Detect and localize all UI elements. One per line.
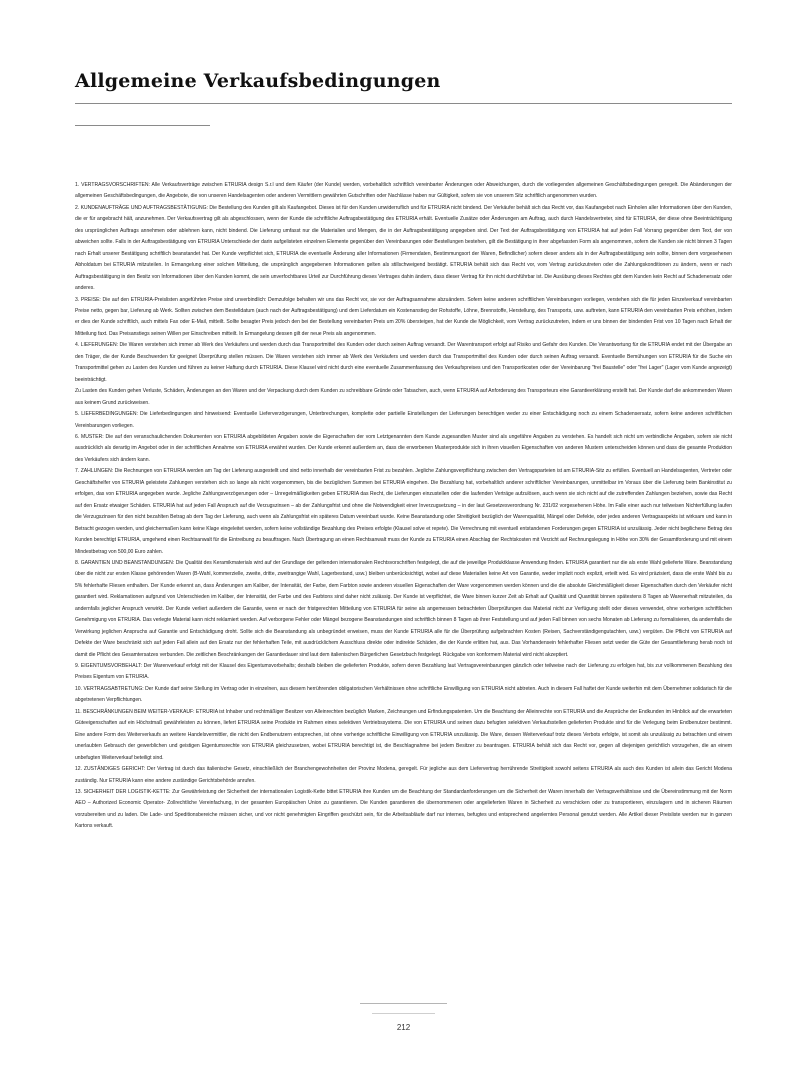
paragraph-2: 2. KUNDENAUFTRÄGE UND AUFTRAGSBESTÄTIGUNG: Die Bestellung des Kunden gilt als Kaufangebot. Dieses ist für den Kunden unwiderruflich und für ETRURIA nicht bindend. Der Verkäufer behält sich das Recht vor, das Kaufangebot nach Einholen aller Informationen über den Kunden, die er für angebracht hält, anzunehmen. Der Verkaufsvertrag gilt als abgeschlossen, wenn der Kunde die schriftliche Auftragsbestätigung des ETRURIA erhält. Eventuelle Zusätze oder Änderungen am Auftrag, auch durch Handelsvertreter, sind für ETRURIA, der diese ohne Beeinträchtigung des ursprünglichen Auftrags annehmen oder ablehnen kann, nicht bindend. Die Lieferung umfasst nur die Materialien und Mengen, die in der Auftragsbestätigung angegeben sind. Der Text der Auftragsbestätigung von ETRURIA hat auf jeden Fall Vorrang gegenüber dem Text, der von abweichen sollte. Falls in der Auftragsbestätigung von ETRURIA Unterschiede der darin aufgelisteten einzelnen Elemente gegenüber den Vereinbarungen oder Bestellungen bestehen, gilt die Bestätigung in ihrer abgefassten Form als angenommen, sofern die Kunden sie nicht binnen 3 Tagen nach Erhalt unserer Bestätigung schriftlich beanstandet hat. Der Kunde verpflichtet sich, ETRURIA die eventuelle Änderung aller Informationen (Firmendaten, Bestimmungsort der Waren, Befindlicher) sofern dieser anders als in der Auftragsbestätigung sein sollte, binnen dem vorgesehenen Abholdatum bei ETRURIA mitzuteilen. In Ermangelung einer solchen Mitteilung, die ursprünglich angegebenen Informationen gelten als stillschweigend bestätigt. ETRURIA behält sich das Recht vor, vom Vertrag zurückzutreten oder die Zahlungskonditionen zu ändern, wenn er nach Auftragsbestätigung in den Besitz von Informationen über den Kunden kommt, die sein unverfochtbares Urteil zur Durchführung dieses Vertrages dahin ändern, dass dieser Vertrag für ihn nicht durchführbar ist. Die Ausübung dieses Rechtes gibt dem Kunden kein Recht auf Schadenersatz oder anderes. — [75, 204, 732, 292]
paragraph-8: 8. GARANTIEN UND BEANSTANDUNGEN: Die Qualität des Keramikmaterials wird auf der Grundlage der geltenden internationalen Rechtsvorschriften festgelegt, die auf die jeweilige Produktklasse Anwendung finden. ETRURIA garantiert nur die als erste Wahl gelieferte Ware. Beanstandung über die nicht zur ersten Klasse gehörenden Waren (B-Wahl, kommerzielle, zweite, dritte, zweitrangige Wahl, Lagerbestand, usw.) bleiben unberücksichtigt, wobei auf diese Materialien keine Art von Garantie, weder implizit noch explizit, erteilt wird. Es wird präzisiert, dass die erste Wahl bis zu 5% fehlerhafte Fliesen enthalten. Der Kunde erkennt an, dass Änderungen am Kaliber, der Intensität, der Farbe, dem Farbton sowie anderen visuellen Eigenschaften der Ware vorgenommen werden können und die die absolute Gleichmäßigkeit dieser Eigenschaften durch den Verkäufer nicht garantiert wird. Reklamationen aufgrund von Unterschieden im Kaliber, der Intensität, der Farbe und des Farbtons sind daher nicht zulässig. Der Kunde ist verpflichtet, die Ware binnen kurzer Zeit ab Erhalt auf Qualität und Quantität binnen spätestens 8 Tagen ab Warenerhalt mitzuteilen, da andernfalls jeglicher Anspruch verwirkt. Der Kunde verliert außerdem die Garantie, wenn er nach der fristgerechten Mitteilung von ETRURIA für seine als angemessen betrachteten Überprüfungen das Material nicht zur Verfügung stellt oder dieses verwendet, ohne vorherigen schriftlichen Genehmigung von ETRURIA. Das verlegte Material kann nicht reklamiert werden. Auf verborgene Fehler oder Mängel bezogene Beanstandungen sind schriftlich binnen 8 Tagen ab ihrer Feststellung und auf jeden Fall binnen von sechs Monaten ab Lieferung zu formalisieren, da andernfalls die Verwirkung jeglichen Anspruchs auf Garantie und Entschädigung droht. Sollte sich die Beanstandung als unbegründet erweisen, muss der Kunde ETRURIA alle für die Überprüfung aufgebrachten Kosten (Reisen, Sachverständigengutachten, usw.) vergüten. Die Pflicht von ETRURIA auf Defekte der Ware beschränkt sich auf jeden Fall allein auf den Ersatz nur der fehlerhaften Teile, mit ausdrücklichem Ausschluss direkte oder indirekte Schäden, die der Kunde erlitten hat, aus. Das Vorhandensein fehlerhafter Fliesen setzt weder die Güte der Gesamtlieferung herab noch ist damit die Pflicht des Gesamtersatzes verbunden. Die zeitlichen Beschränkungen der Garantiedauer sind laut dem italienischen Bürgerlichen Gesetzbuch festgelegt. Rückgabe von konformem Material wird nicht akzeptiert. — [75, 559, 732, 658]
page-title: Allgemeine Verkaufsbedingungen — [75, 70, 441, 92]
paragraph-12: 12. ZUSTÄNDIGES GERICHT: Der Vertrag ist durch das italienische Gesetz, einschließlich der Branchengewohnheiten der Provinz Modena, geregelt. Für jegliche aus dem Liefervertrag herrührende Streitigkeit sowohl seitens ETRURIA als auch des Kunden ist allein das Gericht Modena zuständig. Nur ETRURIA kann eine andere zuständige Gerichtsbehörde anrufen. — [75, 766, 732, 784]
paragraph-7: 7. ZAHLUNGEN: Die Rechnungen von ETRURIA werden am Tag der Lieferung ausgestellt und sind netto innerhalb der vereinbarten Frist zu bezahlen. Jegliche Zahlungsverpflichtung zwischen den Vertragsparteien ist am ETRURIA-Sitz zu erfüllen. Eventuell an Handelsagenten, Vertreter oder Geschäftshelfer von ETRURIA geleistete Zahlungen verstehen sich so lange als nicht vorgenommen, bis die bezüglichen Summen bei ETRURIA eingehen. Die Bezahlung hat, vorbehaltlich anderer schriftlicher Vereinbarungen, unmittelbar im Voraus über die Lieferung beim Bankinstitut zu erfolgen, das von ETRURIA angegeben wurde. Jegliche Zahlungsverzögerungen oder – Unregelmäßigkeiten geben ETRURIA das Recht, die Lieferungen einzustellen oder die laufenden Verträge aufzulösen, auch wenn sie sich nicht auf die zutreffenden Zahlungen beziehen, sowie das Recht auf den Ersatz etwaiger Schäden. ETRURIA hat auf jeden Fall Anspruch auf die Verzugszinsen – ab der Zahlungsfrist und ohne die Notwendigkeit einer Inverzugsetzung – in der laut Gesetzesverordnung Nr. 231/02 vorgesehenen Höhe. Im Falle einer auch nur teilweisen Nichterfüllung laufen die Verzugszinsen für den nicht bezahlten Betrag ab dem Tag der Lieferung, auch wenn als Zahlungsfrist ein späteres Datum vereinbart wurde. Keine Beanstandung oder Streitigkeit bezüglich der Warenqualität, Mängel oder Defekte, oder jedes anderen Vertragsaspekts ist wirksam und kann in Betracht gezogen werden, und gleichermaßen kann keine Klage eingeleitet werden, sofern keine vollständige Bezahlung des Preises erfolgte (Klausel solve et repete). Die Verrechnung mit eventuell entstandenen Forderungen gegen ETRURIA ist unzulässig. Jeder nicht begilichene Betrag des Kunden berechtigt ETRURIA, umgehend einen Rechtsanwalt für die Eintreibung zu beauftragen. Nach Übertragung an einen Rechtsanwalt muss der Kunde zu ETRURIA einen Abschlag der Rechtskosten mit Verzicht auf Rechnungslegung in Höhe von 30% der Gesamtforderung und mit einem Mindestbetrag von 500,00 Euro zahlen. — [75, 468, 732, 555]
paragraph-11: 11. BESCHRÄNKUNGEN BEIM WEITER-VERKAUF: ETRURIA ist Inhaber und rechtmäßiger Besitzer von Alleinrechten bezüglich Marken, Zeichnungen und Erfindungspatenten. Um die Beachtung der Alleinrechte von ETRURIA und die Ansprüche der Endkunden im Hinblick auf die erwarteten Güteeigenschaften auf ein Höchstmaß gewährleisten zu können, liefert ETRURIA seine Produkte im Rahmen eines selektiven Vertriebssystems. Die von ETRURIA und seinen dazu befugten selektiven Verkaufsstellen gelieferten Produkte sind für die Verlegung beim Endbenutzer bestimmt. Eine andere Form des Weiterverkaufs an weitere Handelsvermittler, die nicht den Endbenutzern entsprechen, ist ohne vorherige schriftliche Einwilligung von ETRURIA unzulässig. Die Ware, dessen Weiterverkauf trotz dieses Verbots erfolgte, ist somit als unzulässig zu betrachten und einem unerlaubten Gebrauch der gewerblichen und geistigen Eigentumsrechte von ETRURIA gleichzusetzen, wobei ETRURIA berechtigt ist, die Beschlagnahme bei jedem Besitzer zu beantragen. ETRURIA behält sich das Recht vor, gegen all diejenigen gerichtlich vorzugehen, die an einem unbefugten Weiterverkauf beteiligt sind. — [75, 708, 732, 761]
paragraph-4: 4. LIEFERUNGEN: Die Waren verstehen sich immer ab Werk des Verkäufers und werden durch das Transportmittel des Kunden oder durch seinen Auftrag versandt. Der Warentransport erfolgt auf Risiko und Gefahr des Kunden. Die Verantwortung für die ETRURIA endet mit der Übergabe an den Träger, die der Kunde Beschwerden für geeignet Überprüfung stellen müssen. Die Waren verstehen sich immer ab Werk des Verkäufers und werden durch das Transportmittel des Kunden oder durch seinen Auftrag versandt. Eventuelle Bemühungen von ETRURIA für die Suche ein Transportmittel gehen zu Lasten des Kunden und führen zu keiner Haftung durch ETRURIA. Diese Klausel wird nicht durch eine eventuelle Zusammenfassung des Verkaufspreises und den Transportkosten oder der Vereinbarung "frei Baustelle" oder "frei Lager" (Lager vom Kunde angezeigt) beeinträchtigt. — [75, 342, 732, 383]
footer-rule-top — [360, 1003, 447, 1004]
page-number: 212 — [396, 1023, 411, 1032]
paragraph-5: 5. LIEFERBEDINGUNGEN: Die Lieferbedingungen sind hinweisend: Eventuelle Lieferverzögerungen, Unterbrechungen, komplette oder partielle Einstellungen der Lieferungen berechtigen weder zu einer Entschädigung noch zu einem Schadensersatz, sofern keine anderen schriftlichen Vereinbarungen vorliegen. — [75, 411, 732, 429]
paragraph-4-continued: Zu Lasten des Kunden gehen Verluste, Schäden, Änderungen an den Waren und der Verpackung durch dem Kunden zu schreibbare Gründe oder Tatsachen, auch, wenn ETRURIA auf Anforderung des Transporteurs eine Garantieerklärung erstellt hat. Der Kunde darf die ankommenden Waren aus keinem Grund zurückweisen. — [75, 388, 732, 406]
terms-body — [75, 180, 732, 920]
paragraph-3: 3. PREISE: Die auf den ETRURIA-Preislisten angeführten Preise sind unverbindlich: Demzufolge behalten wir uns das Recht vor, sie vor der Auftragsannahme abzuändern. Sofern keine anderen schriftlichen Vereinbarungen vorliegen, verstehen sich die für jeden Einzelverkauf vereinbarten Preise netto, gegen bar, Lieferung ab Werk. Sollten zwischen dem Bestelldatum (auch nach der Auftragsbestätigung) und dem Lieferdatum ein Kostenanstieg der Rohstoffe, Löhne, Brennstoffe, Herstellung, des Transports, usw. auftreten, kann ETRURIA den vereinbarten Preis erhöhen, indem er dies der Kunde schriftlich, auch mittels Fax oder E-Mail, mitteilt. Sollte besagter Preis jedoch den bei der Bestellung vereinbarten Preis um 20% übersteigen, hat der Kunde die Möglichkeit, vom Vertrag zurückzutreten, indem er uns binnen der bindenden Frist von 10 Tagen nach Erhalt der Mitteilung faxt. Das Preisanstiegs seinen Willen per Einschreiben mitteilt. In Ermangelung dessen gilt der neue Preis als angenommen. — [75, 296, 732, 337]
title-underline — [75, 103, 732, 104]
paragraph-13: 13. SICHERHEIT DER LOGISTIK-KETTE: Zur Gewährleistung der Sicherheit der internationalen Logistik-Kette bittet ETRURIA ihre Kunden um die Beachtung der Standardanforderungen um die Sicherheit der Waren innerhalb der Vertragsverhältnisse und die Übereinstimmung mit der Norm AEO – Authorized Economic Operator- Zollrechtliche Vereinfachung, in der gesamten Europäischen Union zu garantieren. Die Kunden garantieren die übernommenen oder angelieferten Waren in Sicherheit zu verschicken oder zu transportieren, einzulagern und in sicheren Räumen vorzubereiten und zu laden. Die Lade- und Speditionsbereiche müssen sicher, und vor nicht genehmigten Eingriffen geschützt sein, für die Arbeitsabläufe darf nur internes, befugtes und entsprechend angelerntes Personal genutzt werden. Alle Artikel dieser Preisliste werden nur in ganzen Kartons verkauft. — [75, 789, 732, 830]
section-divider — [75, 125, 210, 126]
footer-rule-bottom — [372, 1013, 435, 1014]
paragraph-9: 9. EIGENTUMSVORBEHALT: Der Warenverkauf erfolgt mit der Klausel des Eigentumsvorbehalts; deshalb bleiben die gelieferten Produkte, sofern deren Bezahlung laut Vertragsvereinbarungen gänzlich oder teilweise nach der Lieferung zu erfolgen hat, bis zur vollkommenen Bezahlung des Preises Eigentum von ETRURIA. — [75, 663, 732, 681]
paragraph-6: 6. MUSTER: Die auf den veranschaulichenden Dokumenten von ETRURIA abgebildeten Angaben sowie die Eigenschaften der vom Letztgenannten dem Kunde zugesandten Muster sind als ungefähre Angaben zu verstehen. Es handelt sich nicht um verbindliche Angaben, sofern sie nicht ausdrücklich als derartig im Angebot oder in der schriftlichen Annahme von ETRURIA erwähnt wurden. Der Kunde erkennt außerdem an, dass die erworbenen Musterprodukte sich in ihren visuellen Eigenschaften von anderen Mustern unterscheiden können und dass die gesamte Produktion des Verkäufers sich ändern kann. — [75, 433, 732, 463]
paragraph-10: 10. VERTRAGSABTRETUNG: Der Kunde darf seine Stellung im Vertrag oder in einzelnen, aus diesem herrührenden obligatorischen Verhältnissen ohne schriftliche Einwilligung von ETRURIA nicht abtreten. Auch in diesem Fall haftet der Kunde weiterhin mit dem Übernehmer solidarisch für die abgetretenen Verpflichtungen. — [75, 685, 732, 704]
paragraph-1: 1. VERTRAGSVORSCHRIFTEN: Alle Verkaufsverträge zwischen ETRURIA design S.r.l und dem Käufer (der Kunde) werden, vorbehaltlich schriftlich vereinbarter Änderungen oder Abweichungen, durch die vorliegenden allgemeinen Geschäftsbedingungen geregelt. Die Abänderungen der allgemeinen Geschäftsbedingungen, die Angebote, die von unseren Handelsagenten oder anderen Vermittlern gewährten Gutschriften oder Nachlässe haben nur Gültigkeit, sofern sie von unserem Sitz schriftlich angenommen wurden. — [75, 182, 732, 200]
